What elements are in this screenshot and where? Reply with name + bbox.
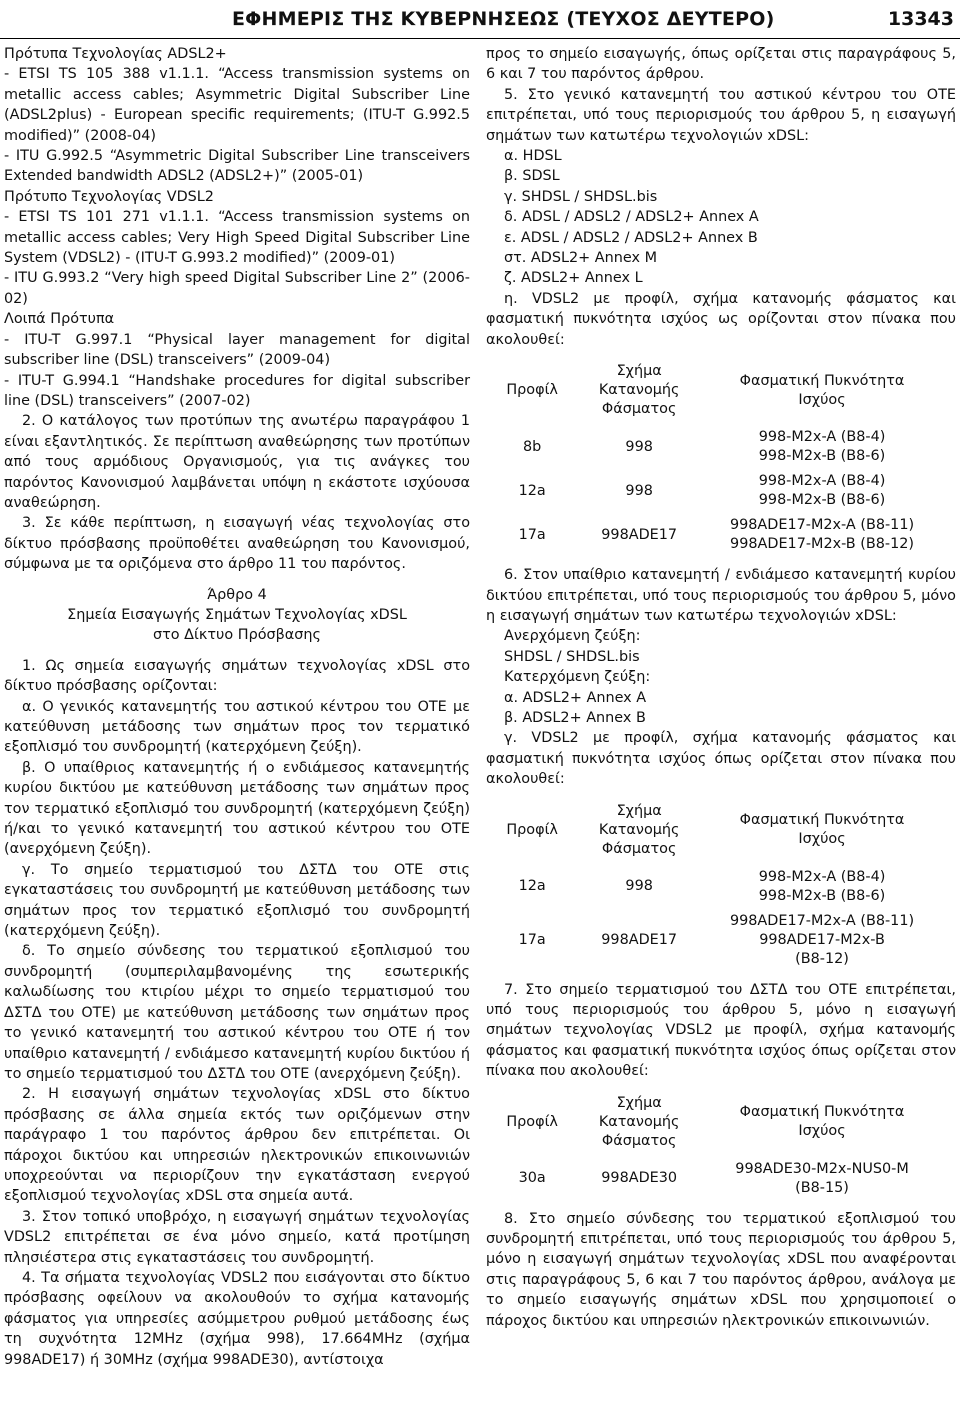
- vdsl2-profile-table-termination: [492, 1088, 938, 1201]
- standard-item: - ETSI TS 101 271 v1.1.1. “Access transmission systems on metallic access cables; Very High Speed Digital Subscriber Line System (VDSL2) - (ITU-T G.993.2 modified)” (2009-01): [4, 209, 470, 267]
- table-row: [492, 909, 938, 972]
- paragraph: δ. Το σημείο σύνδεσης του τερματικού εξοπλισμού του συνδρομητή (συμπεριλαμβανομένης της εσωτερικής καλωδίωσης του κτιρίου μέχρι το σημείο τερματισμού του ΔΣΤΔ του ΟΤΕ) με κατεύθυνση μετάδοσης των σημάτων προς το γενικό κατανεμητή του αστικού κέντρου του ΟΤΕ ή τον υπαίθριο κατανεμητή / ενδιάμεσο κατανεμητή κυρίου δικτύου ή το σημείο τερματισμού του ΔΣΤΔ του ΟΤΕ (ανερχόμενη ζεύξη).: [4, 943, 470, 1082]
- table-row: [492, 865, 938, 909]
- table-cell: 998: [625, 482, 653, 499]
- list-item: ε. ADSL / ADSL2 / ADSL2+ Annex B: [504, 229, 758, 246]
- table-header-row: [492, 356, 938, 425]
- paragraph: 6. Στον υπαίθριο κατανεμητή / ενδιάμεσο κατανεμητή κυρίου δικτύου επιτρέπεται, υπό τους περιορισμούς του άρθρου 5, μόνο η εισαγωγή σημάτων των κατωτέρω τεχνολογιών xDSL:: [486, 567, 956, 624]
- paragraph: 1. Ως σημεία εισαγωγής σημάτων τεχνολογίας xDSL στο δίκτυο πρόσβασης ορίζονται:: [4, 657, 470, 695]
- table-cell: 17a: [518, 526, 546, 543]
- paragraph: γ. Το σημείο τερματισμού του ΔΣΤΔ του ΟΤΕ στις εγκαταστάσεις του συνδρομητή με κατεύθυνση μετάδοσης των σημάτων προς τον τερματικό εξοπλισμό του συνδρομητή (κατερχόμενη ζεύξη).: [4, 861, 470, 940]
- standard-item: - ITU G.993.2 “Very high speed Digital Subscriber Line 2” (2006-02): [4, 270, 470, 307]
- table-header-cell: Σχήμα Κατανομής Φάσματος: [598, 1094, 680, 1149]
- standards-heading-vdsl2: Πρότυπο Τεχνολογίας VDSL2: [4, 188, 214, 205]
- standard-item: - ITU-T G.994.1 “Handshake procedures for digital subscriber line (DSL) transceivers” (2007-02): [4, 372, 470, 409]
- table-header-cell: Φασματική Πυκνότητα Ισχύος: [739, 812, 905, 848]
- table-cell: 17a: [518, 931, 546, 948]
- table-cell: 998ADE17: [601, 931, 678, 948]
- standard-item: - ITU-T G.997.1 “Physical layer management for digital subscriber line (DSL) transceivers” (2009-04): [4, 331, 470, 369]
- list-item: β. SDSL: [504, 168, 560, 185]
- table-header-row: [492, 796, 938, 865]
- table-row: [492, 1157, 938, 1201]
- table-header-cell: Προφίλ: [506, 821, 558, 838]
- table-row: [492, 469, 938, 513]
- list-item: γ. VDSL2 με προφίλ, σχήμα κατανομής φάσματος και φασματική πυκνότητα ισχύος όπως ορίζεται στον πίνακα που ακολουθεί:: [486, 730, 956, 788]
- paragraph: β. Ο υπαίθριος κατανεμητής ή ο ενδιάμεσος κατανεμητής κυρίου δικτύου με κατεύθυνση μετάδοσης των σημάτων προς τον τερματικό εξοπλισμό του συνδρομητή (κατερχόμενη ζεύξη) ή/και το γενικό κατανεμητή του αστικού κέντρου του ΟΤΕ (ανερχόμενη ζεύξη).: [4, 759, 470, 858]
- table-header-cell: Σχήμα Κατανομής Φάσματος: [598, 802, 680, 857]
- standards-heading-adsl2plus: Πρότυπα Τεχνολογίας ADSL2+: [4, 46, 227, 62]
- list-item: η. VDSL2 με προφίλ, σχήμα κατανομής φάσματος και φασματική πυκνότητα ισχύος ως ορίζονται στον πίνακα που ακολουθεί:: [486, 290, 956, 348]
- paragraph: 5. Στο γενικό κατανεμητή του αστικού κέντρου του ΟΤΕ επιτρέπεται, υπό τους περιορισμούς του άρθρου 5, η εισαγωγή σημάτων των κατωτέρω τεχνολογιών xDSL:: [486, 86, 956, 144]
- gazette-title: ΕΦΗΜΕΡΙΣ ΤΗΣ ΚΥΒΕΡΝΗΣΕΩΣ (ΤΕΥΧΟΣ ΔΕΥΤΕΡΟ): [232, 8, 775, 30]
- paragraph: 2. Η εισαγωγή σημάτων τεχνολογίας xDSL στο δίκτυο πρόσβασης σε άλλα σημεία εκτός των οριζόμενων στην παράγραφο 1 του παρόντος άρθρου δεν επιτρέπεται. Οι πάροχοι δικτύου και υπηρεσιών ηλεκτρονικών επικοινωνιών υποχρεούνται να περιορίζουν την εγκατάσταση ενεργού εξοπλισμού τεχνολογίας xDSL στα σημεία αυτά.: [4, 1086, 470, 1205]
- table-header-cell: Φασματική Πυκνότητα Ισχύος: [739, 372, 905, 408]
- table-header-cell: Φασματική Πυκνότητα Ισχύος: [739, 1104, 905, 1140]
- list-item: Ανερχόμενη ζεύξη:: [504, 628, 641, 645]
- list-item: α. ADSL2+ Annex A: [504, 689, 647, 706]
- table-header-row: [492, 1088, 938, 1157]
- paragraph: 7. Στο σημείο τερματισμού του ΔΣΤΔ του ΟΤΕ επιτρέπεται, υπό τους περιορισμούς του άρθρου 5, μόνο η εισαγωγή σημάτων τεχνολογίας VDSL2 με προφίλ, σχήμα κατανομής φάσματος και φασματική πυκνότητα ισχύος όπως ορίζεται στον πίνακα που ακολουθεί:: [486, 981, 956, 1080]
- table-cell: 998ADE30-M2x-NUS0-M (B8-15): [735, 1160, 909, 1196]
- table-row: [492, 425, 938, 469]
- paragraph: 8. Στο σημείο σύνδεσης του τερματικού εξοπλισμού του συνδρομητή επιτρέπεται, υπό τους περιορισμούς του άρθρου 5, μόνο η εισαγωγή σημάτων τεχνολογίας xDSL που αναφέρονται στις παραγράφους 5, 6 και 7 του παρόντος άρθρου, ανάλογα με το σημείο εισαγωγής σημάτων xDSL που χρησιμοποιεί ο πάροχος δικτύου και υπηρεσιών ηλεκτρονικών επικοινωνιών.: [486, 1210, 956, 1329]
- article-subtitle: στο Δίκτυο Πρόσβασης: [153, 627, 321, 644]
- paragraph: α. Ο γενικός κατανεμητής του αστικού κέντρου του ΟΤΕ με κατεύθυνση μετάδοσης των σημάτων προς τον τερματικό εξοπλισμό του συνδρομητή (κατερχόμενη ζεύξη).: [4, 698, 470, 756]
- table-cell: 8b: [522, 438, 542, 455]
- table-cell: 12a: [518, 878, 546, 895]
- page-number: 13343: [887, 8, 954, 30]
- vdsl2-profile-table-exchange: [492, 356, 938, 557]
- table-row: [492, 513, 938, 557]
- table-cell: 998ADE30: [601, 1170, 678, 1187]
- table-cell: 998ADE17: [601, 526, 678, 543]
- paragraph: 3. Στον τοπικό υποβρόχο, η εισαγωγή σημάτων τεχνολογίας VDSL2 επιτρέπεται σε ένα μόνο σημείο, κατά προτίμηση πλησιέστερα στις εγκαταστάσεις του συνδρομητή.: [4, 1208, 470, 1266]
- paragraph: προς το σημείο εισαγωγής, όπως ορίζεται στις παραγράφους 5, 6 και 7 του παρόντος άρθρου.: [486, 46, 956, 83]
- table-cell: 998-M2x-A (B8-4) 998-M2x-B (B8-6): [758, 473, 886, 509]
- paragraph: 2. Ο κατάλογος των προτύπων της ανωτέρω παραγράφου 1 είναι εξαντλητικός. Σε περίπτωση αναθεώρησης των προτύπων από τους αρμόδιους Οργανισμούς, για τις ανάγκες του παρόντος Κανονισμού λαμβάνεται υπόψη η εκάστοτε ισχύουσα αναθεώρηση.: [4, 413, 470, 511]
- table-header-cell: Προφίλ: [506, 382, 558, 399]
- article-heading: [4, 585, 470, 646]
- paragraph: 4. Τα σήματα τεχνολογίας VDSL2 που εισάγονται στο δίκτυο πρόσβασης οφείλουν να ακολουθούν το σχήμα κατανομής φάσματος για υπηρεσίες ασύμμετρου ρυθμού μετάδοσης έως τη συχνότητα 12MHz (σχήμα 998), 17.664MHz (σχήμα 998ADE17) ή 30MHz (σχήμα 998ADE30), αντίστοιχα: [4, 1269, 470, 1368]
- table-cell: 30a: [518, 1170, 546, 1187]
- table-cell: 12a: [518, 482, 546, 499]
- standards-heading-other: Λοιπά Πρότυπα: [4, 311, 115, 328]
- paragraph: 3. Σε κάθε περίπτωση, η εισαγωγή νέας τεχνολογίας στο δίκτυο πρόσβασης προϋποθέτει αναθεώρηση του Κανονισμού, σύμφωνα με τα οριζόμενα στο άρθρο 11 του παρόντος.: [4, 515, 470, 573]
- table-cell: 998-M2x-A (B8-4) 998-M2x-B (B8-6): [758, 429, 886, 465]
- table-cell: 998: [625, 438, 653, 455]
- article-number: Άρθρο 4: [207, 586, 267, 603]
- right-column: [486, 44, 956, 1331]
- table-header-cell: Προφίλ: [506, 1113, 558, 1130]
- vdsl2-profile-table-cabinet: [492, 796, 938, 972]
- list-item: β. ADSL2+ Annex B: [504, 709, 646, 726]
- list-item: α. HDSL: [504, 148, 562, 165]
- standard-item: - ITU G.992.5 “Asymmetric Digital Subscriber Line transceivers Extended bandwidth ADSL2 (ADSL2+)” (2005-01): [4, 148, 470, 185]
- list-item: στ. ADSL2+ Annex M: [504, 250, 657, 267]
- list-item: ζ. ADSL2+ Annex L: [504, 270, 643, 287]
- table-cell: 998: [625, 878, 653, 895]
- list-item: δ. ADSL / ADSL2 / ADSL2+ Annex A: [504, 209, 759, 226]
- standard-item: - ETSI TS 105 388 v1.1.1. “Access transmission systems on metallic access cables; Asymmetric Digital Subscriber Line (ADSL2plus) - European specific requirements; (ITU-T G.992.5 modified)” (2008-04): [4, 66, 470, 144]
- list-item: γ. SHDSL / SHDSL.bis: [504, 188, 658, 205]
- table-cell: 998-M2x-A (B8-4) 998-M2x-B (B8-6): [758, 868, 886, 904]
- list-item: SHDSL / SHDSL.bis: [504, 648, 640, 665]
- left-column: [4, 44, 470, 1370]
- list-item: Κατερχόμενη ζεύξη:: [504, 669, 651, 686]
- table-header-cell: Σχήμα Κατανομής Φάσματος: [598, 363, 680, 418]
- article-title: Σημεία Εισαγωγής Σημάτων Τεχνολογίας xDSL: [67, 606, 407, 623]
- table-cell: 998ADE17-M2x-A (B8-11) 998ADE17-M2x-B (B8-12): [729, 912, 915, 967]
- table-cell: 998ADE17-M2x-A (B8-11) 998ADE17-M2x-B (B8-12): [729, 517, 915, 553]
- page-header: [0, 2, 960, 39]
